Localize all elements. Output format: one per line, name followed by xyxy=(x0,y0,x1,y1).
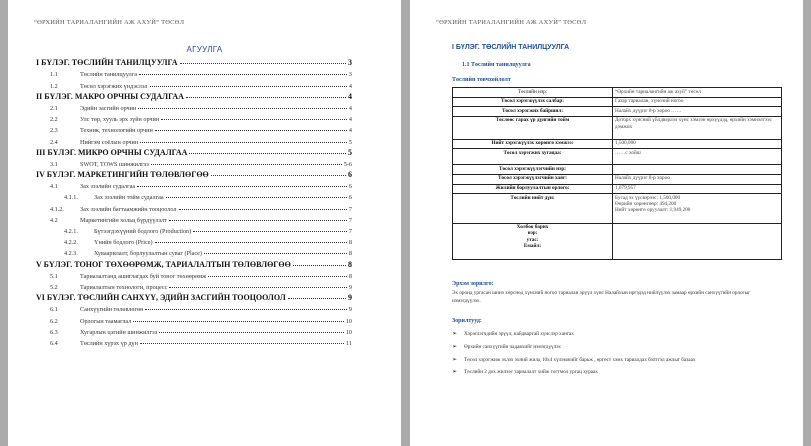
toc-entry-title: Улс төр, хууль эрх зүйн орчин xyxy=(80,116,160,124)
toc-entry[interactable] xyxy=(36,90,352,101)
toc-page-number: 4 xyxy=(348,127,352,135)
toc-entry[interactable] xyxy=(36,313,352,324)
toc-leader-dots xyxy=(145,309,347,310)
toc-leader-dots xyxy=(208,276,347,277)
summary-key: Нийт хэрэгжүүлэх хөрөнгө хэмжээ: xyxy=(453,139,613,149)
toc-entry[interactable] xyxy=(36,302,352,313)
toc-entry-number: 1.2 xyxy=(50,82,58,90)
toc-page-number: 7 xyxy=(348,205,352,213)
goal-item xyxy=(452,344,780,351)
toc-page-number: 4 xyxy=(348,116,352,124)
toc-entry-number: 6.4 xyxy=(50,339,58,347)
toc-entry-number: 4.2.3. xyxy=(64,250,78,258)
toc-page-number: 9 xyxy=(348,293,352,303)
toc-entry[interactable] xyxy=(36,168,352,179)
toc-entry-number: 5.1 xyxy=(50,272,58,280)
toc-entry[interactable] xyxy=(36,101,352,112)
toc-entry-title: I БҮЛЭГ. ТӨСЛИЙН ТАНИЛЦУУЛГА xyxy=(36,58,178,68)
section-title: I БҮЛЭГ. ТӨСЛИЙН ТАНИЛЦУУЛГА xyxy=(452,44,570,51)
goals-list xyxy=(452,331,780,382)
toc-entry-title: Тариалалтын технологи, процесс xyxy=(80,283,168,291)
arrow-bullet-icon: ➢ xyxy=(452,343,458,350)
summary-value: 1,500,000 xyxy=(613,139,782,149)
toc-leader-dots xyxy=(293,265,346,266)
page-header: “ӨРХИЙН ТАРИАЛАНГИЙН АЖ АХУЙ” ТӨСӨЛ xyxy=(436,19,587,26)
summary-value xyxy=(613,223,782,259)
summary-row xyxy=(453,194,782,223)
toc-entry-title: Маркетингийн хольц бүрдүүлэлт xyxy=(80,216,167,224)
toc-entry-title: Үнийн бодлого (Price) xyxy=(94,239,153,247)
toc-entry[interactable] xyxy=(36,246,352,257)
toc-entry[interactable] xyxy=(36,336,352,347)
toc-leader-dots xyxy=(150,86,347,87)
summary-key: Жилийн борлуулалтын орлого: xyxy=(453,184,613,194)
toc-entry[interactable] xyxy=(36,123,352,134)
toc-page-number: 4 xyxy=(348,82,352,90)
toc-entry-title: V БҮЛЭГ. ТОНОГ ТӨХӨӨРӨМЖ, ТАРИАЛАЛТЫН ТӨЛӨВЛӨГӨӨ xyxy=(36,259,291,269)
toc-leader-dots xyxy=(166,197,347,198)
project-summary-table xyxy=(452,87,782,260)
goal-text: Өрхийн санхүүгийн чадавхийг нэмэгдүүлэх xyxy=(464,343,561,350)
toc-entry[interactable] xyxy=(36,157,352,168)
toc-page-number: 3 xyxy=(348,58,352,68)
toc-page-number: 5 xyxy=(348,138,352,146)
summary-row xyxy=(453,116,782,139)
summary-row xyxy=(453,88,782,98)
toc-entry-title: Техник, технологийн орчин xyxy=(80,127,153,135)
toc-entry-title: III БҮЛЭГ. МИКРО ОРЧНЫ СУДАЛГАА xyxy=(36,147,188,157)
toc-leader-dots xyxy=(140,343,344,344)
summary-key: Холбоо барих нэр: утас: Емайл: xyxy=(453,223,613,259)
toc-entry[interactable] xyxy=(36,201,352,212)
summary-value: Доторх хүнсний үйлдвэрлэл хүнс хэмээн өрхүүдэд, өрхийн хэмнэлтээс дэмжих xyxy=(613,116,782,139)
toc-entry[interactable] xyxy=(36,291,352,302)
overview-label: Төслийн товчхойлолт xyxy=(452,77,511,83)
toc-page-number: 5-6 xyxy=(343,160,352,168)
toc-page-number: 6 xyxy=(348,194,352,202)
toc-page-number: 9 xyxy=(348,306,352,314)
toc-entry-title: Зах зээлийн багтаамжийн тооцоолол xyxy=(80,205,177,213)
toc-page-number: 10 xyxy=(345,328,352,336)
toc-entry-number: 6.3 xyxy=(50,328,58,336)
toc-leader-dots xyxy=(137,186,347,187)
toc-page-number: 6 xyxy=(348,183,352,191)
toc-page-number: 8 xyxy=(348,250,352,258)
toc-leader-dots xyxy=(155,242,347,243)
arrow-bullet-icon: ➢ xyxy=(452,369,458,376)
toc-leader-dots xyxy=(139,74,347,75)
toc-leader-dots xyxy=(133,321,344,322)
toc-page-number: 7 xyxy=(348,228,352,235)
toc-leader-dots xyxy=(186,97,346,98)
summary-value: Бусад эх үүсвэрээс: 1,500,000 Өөрийн хөрөнгөөр: 494,200 Нийт хөрөнгө оруулалт: 1,949,200 xyxy=(613,194,782,223)
toc-entry-number: 6.1 xyxy=(50,306,58,314)
summary-key: Төсөл хэрэгжих хугацаа: xyxy=(453,149,613,165)
toc-entry-title: Бүтээгдэхүүний бодлого (Production) xyxy=(94,228,192,235)
toc-entry[interactable] xyxy=(36,213,352,224)
toc-entry[interactable] xyxy=(36,112,352,123)
summary-value: ……с хойш xyxy=(613,149,782,165)
toc-entry-title: Тариалалтанд ашиглагдах буй тоног төхөөрөмж xyxy=(80,272,207,280)
arrow-bullet-icon: ➢ xyxy=(452,331,458,337)
toc-page-number: 4 xyxy=(348,104,352,112)
toc-entry-title: Санхүүгийн төлөвлөгөө xyxy=(80,306,144,314)
toc-leader-dots xyxy=(204,253,347,254)
toc-leader-dots xyxy=(140,142,347,143)
toc-entry-number: 4.1.2. xyxy=(50,205,64,213)
goal-item xyxy=(452,369,780,376)
goal-text: Төслийн 2 дох жилээс тариалалт хийж тогтмол ургац хураах xyxy=(464,369,598,376)
toc-leader-dots xyxy=(189,153,346,154)
goals-label: Зорилтууд: xyxy=(452,318,482,324)
toc-entry-title: Эдийн засгийн орчин xyxy=(80,104,137,112)
toc-entry-number: 4.2.1. xyxy=(64,228,78,235)
summary-key: Төсөл хэрэгжүүлэх салбар: xyxy=(453,97,613,107)
goal-item xyxy=(452,357,780,364)
page-header: “ӨРХИЙН ТАРИАЛАНГИЙН АЖ АХУЙ” ТӨСӨЛ xyxy=(34,19,185,26)
summary-row xyxy=(453,223,782,259)
toc-entry-title: VI БҮЛЭГ. ТӨСЛИЙН САНХҮҮ, ЭДИЙН ЗАСГИЙН ТООЦООЛОЛ xyxy=(36,293,286,303)
chapter-page xyxy=(410,0,803,446)
toc-leader-dots xyxy=(151,164,342,165)
summary-key: Төслийн нэр: xyxy=(453,88,613,98)
summary-key: Төсөл хэрэгжих байршил: xyxy=(453,107,613,117)
toc-entry[interactable] xyxy=(36,179,352,190)
toc-entry-number: 2.2 xyxy=(50,116,58,124)
summary-key: Төслөөс гарах үр дүнгийн тойм xyxy=(453,116,613,139)
toc-entry-title: Орлогын таамаглал xyxy=(80,317,132,325)
toc-page-number: 5 xyxy=(348,147,352,157)
toc-page-number: 8 xyxy=(348,272,352,280)
toc-entry-number: 4.1 xyxy=(50,183,58,191)
toc-entry-title: Зах зээлийн судалгаа xyxy=(80,183,136,191)
summary-value: Налайх дүүрэг 8-р хороо …… xyxy=(613,107,782,117)
toc-entry[interactable] xyxy=(36,325,352,336)
toc-page-number: 7 xyxy=(348,216,352,224)
arrow-bullet-icon: ➢ xyxy=(452,356,458,363)
summary-row xyxy=(453,97,782,107)
toc-entry-title: Төсөл хэрэгжих үндэслэл xyxy=(80,82,148,90)
summary-row xyxy=(453,149,782,165)
toc-leader-dots xyxy=(138,108,347,109)
goal-text: Төсөл хэрэгжиж эхлэх эхний жилд 10х4 хүлэмжийг барьж , өргөст хэмх тариалдах бэлтгэл ажлыг базаах xyxy=(464,356,696,363)
toc-leader-dots xyxy=(211,175,346,176)
toc-entry[interactable] xyxy=(36,134,352,145)
toc-entry[interactable] xyxy=(36,224,352,235)
goal-item xyxy=(452,331,780,338)
toc-leader-dots xyxy=(193,231,347,232)
toc-entry-number: 3.1 xyxy=(50,160,58,168)
summary-value xyxy=(613,165,782,175)
toc-entry-number: 6.2 xyxy=(50,317,58,325)
toc-leader-dots xyxy=(161,119,347,120)
toc-entry-number: 2.4 xyxy=(50,138,58,146)
toc-entry[interactable] xyxy=(36,190,352,201)
toc-entry[interactable] xyxy=(36,146,352,157)
toc-entry[interactable] xyxy=(36,280,352,291)
toc-entry-title: Төслийн хүрэх үр дүн xyxy=(80,339,138,347)
subsection-title: 1.1 Төслийн танилцуулга xyxy=(462,62,531,68)
toc-entry[interactable] xyxy=(36,235,352,246)
toc-leader-dots xyxy=(169,287,347,288)
toc-page-number: 3 xyxy=(348,71,352,79)
summary-row xyxy=(453,139,782,149)
summary-value: Газар тариалан, хүнсний ногоо xyxy=(613,97,782,107)
toc-page-number: 4 xyxy=(348,91,352,101)
toc-entry-title: Хугарлын цэгийн шинжилгээ xyxy=(80,328,158,336)
toc-leader-dots xyxy=(179,209,347,210)
toc-entry-number: 5.2 xyxy=(50,283,58,291)
toc-leader-dots xyxy=(155,130,347,131)
toc-entry[interactable] xyxy=(36,78,352,89)
summary-row xyxy=(453,174,782,184)
summary-row xyxy=(453,184,782,194)
toc-entry-title: Нийгэм соёлын орчин xyxy=(80,138,139,146)
summary-key: Төсөл хэрэгжүүлэгчийн нэр: xyxy=(453,165,613,175)
goal-text: Хэрэглэгчдийн эрүүл, найдвартай хүнслэр хангах xyxy=(464,331,574,337)
toc-leader-dots xyxy=(169,220,347,221)
toc-entry-number: 2.1 xyxy=(50,104,58,112)
summary-key: Төслийн нийт дүн: xyxy=(453,194,613,223)
toc-entry[interactable] xyxy=(36,269,352,280)
toc-entry[interactable] xyxy=(36,56,352,67)
toc-page-number: 8 xyxy=(348,259,352,269)
toc-entry-title: Хуваарилалт, борлуулалтын суваг (Place) xyxy=(94,250,202,258)
toc-entry-number: 1.1 xyxy=(50,71,58,79)
mission-text: Эх оронд ургасан шинэ хөрснөд хүнсний ногоо тариалан эрүүл хүнс Налайхын иргэдэд нийлүүлэх замаар өрхийн санхүүгийн орлогыг нэмэгдүүлэх. xyxy=(452,290,751,304)
toc-entry-title: SWOT, TOWS шинжилгээ xyxy=(80,160,149,168)
toc-page xyxy=(8,0,401,446)
toc-page-number: 10 xyxy=(345,317,352,325)
toc-entry-title: Зах зээлийн тойм судалгаа xyxy=(94,194,164,202)
toc-entry[interactable] xyxy=(36,67,352,78)
toc-entry-title: Төслийн танилцуулга xyxy=(80,71,138,79)
summary-value: Налайх дүүрэг 8-р хороо xyxy=(613,174,782,184)
toc-page-number: 11 xyxy=(346,339,352,347)
toc-page-number: 9 xyxy=(348,283,352,291)
toc-leader-dots xyxy=(180,63,346,64)
toc-entry[interactable] xyxy=(36,257,352,268)
toc-leader-dots xyxy=(288,298,346,299)
summary-row xyxy=(453,165,782,175)
summary-value: “Өрхийн тариалангийн аж ахуй” төсөл xyxy=(613,88,782,98)
toc-page-number: 6 xyxy=(348,170,352,180)
toc-entry-title: IV БҮЛЭГ. МАРКЕТИНГИЙН ТӨЛӨВЛӨГӨӨ xyxy=(36,170,209,180)
toc-leader-dots xyxy=(159,332,344,333)
table-of-contents xyxy=(36,56,352,347)
summary-row xyxy=(453,107,782,117)
toc-entry-number: 4.1.1. xyxy=(64,194,78,202)
toc-entry-number: 4.2 xyxy=(50,216,58,224)
mission-label: Эрхэм зорилго: xyxy=(452,281,494,287)
toc-title: АГУУЛГА xyxy=(186,45,223,54)
summary-value: 1,079,957 xyxy=(613,184,782,194)
toc-entry-number: 2.3 xyxy=(50,127,58,135)
toc-entry-title: II БҮЛЭГ. МАКРО ОРЧНЫ СУДАЛГАА xyxy=(36,91,184,101)
summary-key: Төсөл хэрэгжүүлэгчийн хаяг: xyxy=(453,174,613,184)
toc-entry-number: 4.2.2. xyxy=(64,239,78,247)
toc-page-number: 8 xyxy=(348,239,352,247)
